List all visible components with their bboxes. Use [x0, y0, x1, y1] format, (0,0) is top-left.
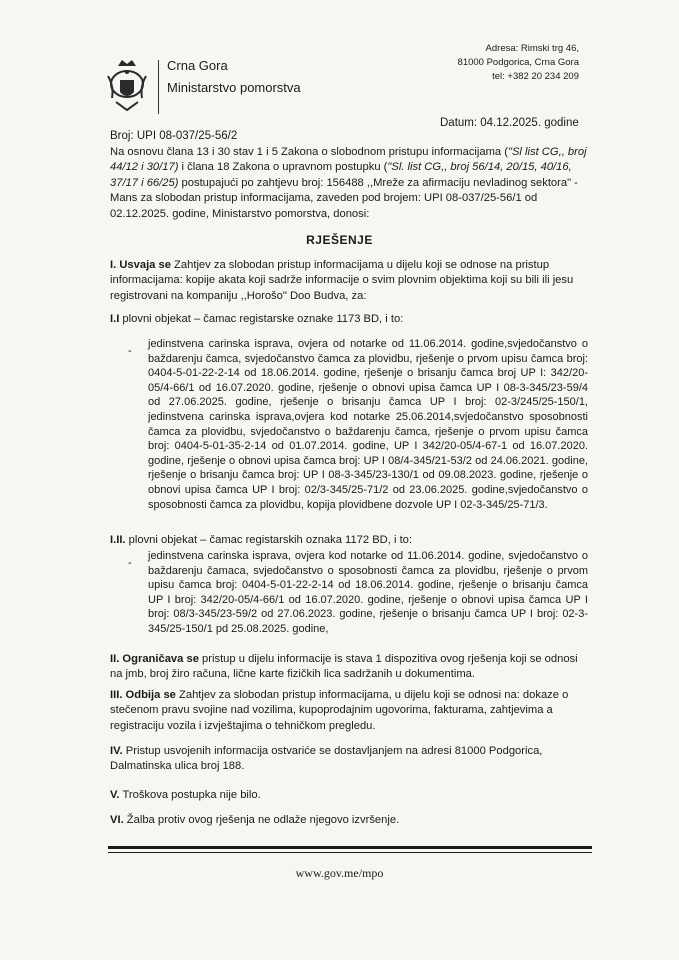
section-lead: I.II.: [110, 534, 126, 546]
section-lead: I.I: [110, 313, 120, 325]
intro-citation: "Sl list CG,, broj 44/12 i 30/17): [110, 146, 587, 174]
section-i: [110, 258, 590, 304]
document-date: Datum: 04.12.2025. godine: [440, 117, 579, 129]
address-block: [458, 42, 579, 84]
org-ministry: Ministarstvo pomorstva: [167, 80, 301, 95]
section-text: Zahtjev za slobodan pristup informacijama u dijelu koji se odnose na pristup informacijama: kopije akata koji sadrže informacije o svim plovnim objektima koji su bili ili jesu registrovani na kompaniju ,,Horošo" Doo Budva, za:: [110, 259, 574, 302]
intro-citation: "Sl. list CG,, broj 56/14, 20/15, 40/16, 37/17 i 66/25): [110, 161, 572, 189]
section-vi: [110, 813, 590, 828]
address-phone: tel: +382 20 234 209: [492, 71, 579, 82]
footer-website: www.gov.me/mpo: [295, 866, 384, 880]
section-i-i: [110, 312, 590, 327]
header-divider: [158, 60, 159, 114]
section-i-ii-item: jedinstvena carinska isprava, ovjera kod notarke od 11.06.2014. godine, svjedočanstvo o baždarenju čamaca, svjedočanstvo o sposobnosti čamca za plovidbu, rješenje o prvom upisu čamca broj: 0404-5-01-22-2-14 od 18.06.2014. godine, rješenje o brisanju čamca UP I broj: 342/20-05/4-66/1 od 16.07.2020. godine, rješenje o obnovi upisa čamca UP I broj: 08/3-345/23-59/2 od 27.06.2023. godine, rješenje o brisanju čamca UP I broj: 02-3-345/25-150/1 pd 25.08.2025. godine,: [148, 550, 588, 635]
section-text: Zahtjev za slobodan pristup informacijama, u dijelu koji se odnosi na: dokaze o stečenom pravu svojine nad vozilima, kupoprodajnim ugovorima, fakturama, zahtjevima a registraciju vozila i izvještajima o tehničkom pregledu.: [110, 689, 569, 732]
list-bullet: -: [128, 557, 132, 569]
section-ii: [110, 652, 590, 683]
section-text: Žalba protiv ovog rješenja ne odlaže njegovo izvršenje.: [123, 814, 400, 826]
document-title: RJEŠENJE: [306, 233, 373, 247]
intro-text: i člana 18 Zakona o upravnom postupku (: [178, 161, 388, 174]
coat-of-arms-icon: [104, 58, 150, 116]
address-city: 81000 Podgorica, Crna Gora: [457, 57, 579, 68]
section-lead: I. Usvaja se: [110, 259, 171, 271]
section-i-ii: [110, 533, 590, 548]
footer-rule-thick: [108, 846, 592, 849]
section-v: [110, 788, 590, 803]
intro-text: Na osnovu člana 13 i 30 stav 1 i 5 Zakona o slobodnom pristupu informacijama (: [110, 146, 508, 158]
section-lead: V.: [110, 789, 120, 801]
section-iv: [110, 744, 590, 775]
footer-rule-thin: [108, 852, 592, 853]
section-lead: IV.: [110, 745, 123, 757]
section-i-i-item: jedinstvena carinska isprava, ovjera od notarke od 11.06.2014. godine,svjedočanstvo o baždarenju čamca, svjedočanstvo čamca za plovidbu, rješenje o prvom upisu čamca broj: 0404-5-01-22-2-14 od 18.06.2014. godine, rješenje o brisanju čamca broj UP I: 342/20-05/4-66/1 od 16.07.2020. godine, rješenje o obnovi upisa čamca UP I 08-3-345/23-59/4 od 27.06.2025. godine, rješenje o brisanju čamca UP I broj: 02-3/245/25-150/1, jedinstvena carinska isprava,ovjera kod notarke 25.06.2014,svjedočanstvo sposobnosti čamca za plovidbu, svjedočanstvo o baždarenju čamca, rješenje o prvom upisu čamca broj: 0404-5-01-35-2-14 od 01.07.2014. godine, UP I 342/20-05/4-67-1 od 16.07.2020. godine, rješenje o obnovi upisa čamca broj: UP I 08/4-345/21-53/2 od 24.06.2021. godine, rješenje o brisanju čamca broj: UP I 08-3-345/23-130/1 od 09.08.2023. godine, rješenje o obnovi upisa čamca UP I broj: 02/3-345/25-71/2 od 23.06.2025. godine,svjedočanstvo o sposobnosti čamca za plovidbu, kopija plovidbene dozvole UP I 02-3-345/25-71/3.: [148, 338, 588, 511]
org-country: Crna Gora: [167, 58, 228, 73]
list-bullet: -: [128, 345, 132, 357]
intro-paragraph: [110, 145, 590, 222]
section-text: Pristup usvojenih informacija ostvariće se dostavljanjem na adresi 81000 Podgorica, Dalmatinska ulica broj 188.: [110, 745, 543, 773]
document-number: Broj: UPI 08-037/25-56/2: [110, 130, 238, 142]
section-text: plovni objekat – čamac registarskih oznaka 1172 BD, i to:: [125, 534, 413, 546]
section-text: Troškova postupka nije bilo.: [119, 789, 261, 801]
section-lead: III. Odbija se: [110, 689, 176, 701]
section-iii: [110, 688, 590, 734]
address-line: Adresa: Rimski trg 46,: [485, 43, 579, 54]
section-lead: II. Ograničava se: [110, 653, 199, 665]
section-lead: VI.: [110, 814, 124, 826]
intro-text: postupajući po zahtjevu broj: 156488 ,,Mreže za afirmaciju nevladinog sektora" - Mans za slobodan pristup informacijama, zaveden pod brojem: UPI 08-037/25-56/1 od 02.12.2025. godine, Ministarstvo pomorstva, donosi:: [110, 176, 578, 220]
section-text: plovni objekat – čamac registarske oznake 1173 BD, i to:: [119, 313, 404, 325]
section-text: pristup u dijelu informacije is stava 1 dispozitiva ovog rješenja koji se odnosi na jmb, broj žiro računa, lične karte fizičkih lica sadržanih u dokumentima.: [110, 653, 578, 681]
